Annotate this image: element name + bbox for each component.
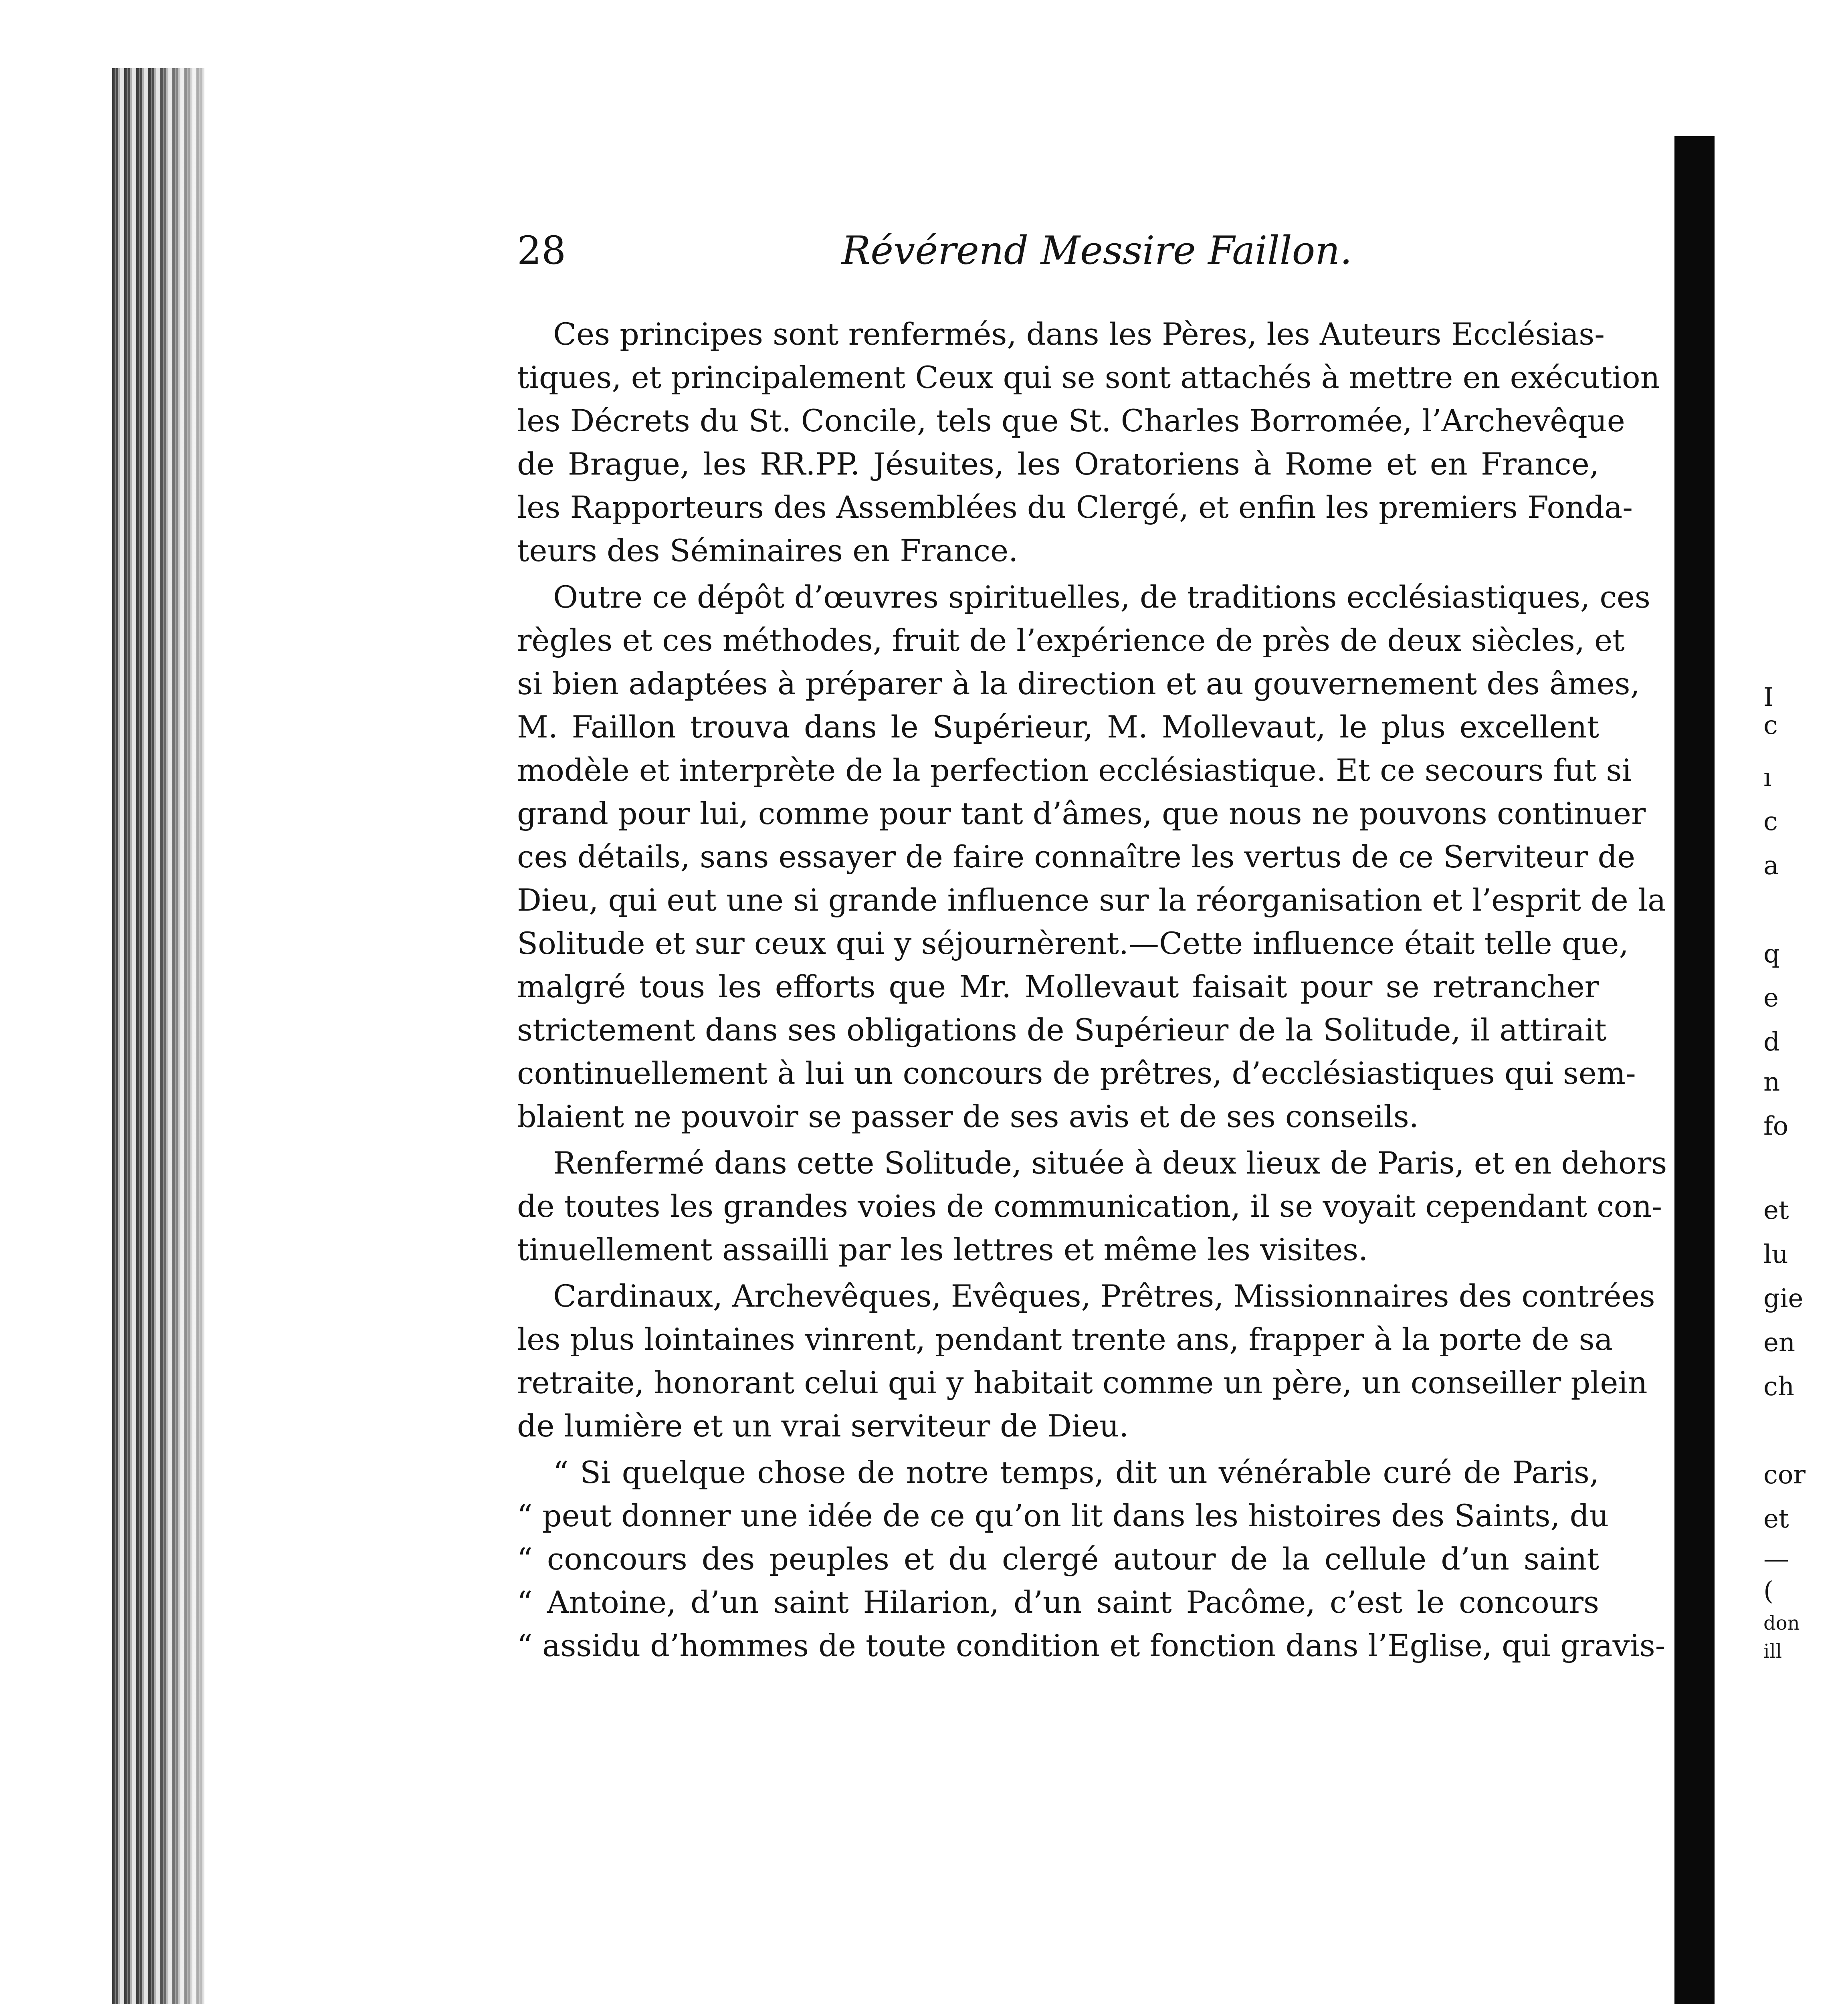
facing-fragment: I	[1763, 683, 1774, 712]
paragraph	[517, 313, 1660, 572]
text-line: Renfermé dans cette Solitude, située à deux lieux de Paris, et en dehors	[553, 1145, 1667, 1181]
facing-fragment: c	[1763, 807, 1778, 836]
body-text	[517, 313, 1667, 1671]
facing-fragment: —	[1763, 1544, 1789, 1574]
text-line: continuellement à lui un concours de prêtres, d’ecclésiastiques qui sem-	[517, 1055, 1636, 1091]
paragraph	[517, 1275, 1655, 1448]
text-line: Ces principes sont renfermés, dans les Pères, les Auteurs Ecclésias-	[553, 316, 1605, 352]
text-line: les plus lointaines vinrent, pendant trente ans, frapper à la porte de sa	[517, 1321, 1613, 1357]
facing-fragment: lu	[1763, 1240, 1788, 1269]
text-line: tinuellement assailli par les lettres et même les visites.	[517, 1232, 1368, 1267]
facing-fragment: fo	[1763, 1111, 1789, 1141]
text-line: “ Si quelque chose de notre temps, dit un vénérable curé de Paris,	[553, 1455, 1599, 1490]
text-line: “ peut donner une idée de ce qu’on lit dans les histoires des Saints, du	[517, 1498, 1609, 1533]
facing-fragment: et	[1763, 1196, 1789, 1225]
text-line: si bien adaptées à préparer à la direction et au gouvernement des âmes,	[517, 666, 1640, 701]
facing-fragment: gie	[1763, 1284, 1804, 1313]
paragraph	[517, 1451, 1666, 1667]
page-header	[517, 224, 1599, 277]
text-line: malgré tous les efforts que Mr. Mollevaut faisait pour se retrancher	[517, 969, 1599, 1004]
text-line: de toutes les grandes voies de communication, il se voyait cependant con-	[517, 1188, 1662, 1224]
text-line: grand pour lui, comme pour tant d’âmes, que nous ne pouvons continuer	[517, 796, 1646, 831]
page-number: 28	[517, 228, 566, 273]
scan-binding-bar	[1674, 136, 1715, 2004]
text-line: Outre ce dépôt d’œuvres spirituelles, de traditions ecclésiastiques, ces	[553, 579, 1650, 615]
facing-fragment: (	[1763, 1576, 1773, 1606]
text-line: retraite, honorant celui qui y habitait comme un père, un conseiller plein	[517, 1365, 1648, 1400]
text-line: “ Antoine, d’un saint Hilarion, d’un saint Pacôme, c’est le concours	[517, 1584, 1599, 1620]
scan-gutter-fade	[152, 68, 232, 2004]
text-line: ces détails, sans essayer de faire connaître les vertus de ce Serviteur de	[517, 839, 1636, 875]
text-line: modèle et interprète de la perfection ecclésiastique. Et ce secours fut si	[517, 752, 1632, 788]
facing-fragment: a	[1763, 851, 1779, 881]
facing-fragment: ch	[1763, 1372, 1795, 1402]
text-line: les Décrets du St. Concile, tels que St. Charles Borromée, l’Archevêque	[517, 403, 1625, 438]
facing-fragment: q	[1763, 939, 1780, 969]
text-line: Cardinaux, Archevêques, Evêques, Prêtres, Missionnaires des contrées	[553, 1278, 1655, 1314]
facing-fragment: c	[1763, 711, 1778, 740]
facing-fragment: n	[1763, 1067, 1780, 1097]
facing-fragment: cor	[1763, 1460, 1806, 1490]
facing-fragment: et	[1763, 1504, 1789, 1534]
text-line: M. Faillon trouva dans le Supérieur, M. Mollevaut, le plus excellent	[517, 709, 1599, 745]
facing-fragment: ill	[1763, 1640, 1782, 1663]
text-line: règles et ces méthodes, fruit de l’expérience de près de deux siècles, et	[517, 622, 1625, 658]
paragraph	[517, 1141, 1667, 1271]
text-line: de Brague, les RR.PP. Jésuites, les Oratoriens à Rome et en France,	[517, 446, 1599, 482]
text-line: de lumière et un vrai serviteur de Dieu.	[517, 1408, 1129, 1444]
facing-fragment: en	[1763, 1328, 1795, 1358]
paragraph	[517, 576, 1666, 1138]
text-line: les Rapporteurs des Assemblées du Clergé, et enfin les premiers Fonda-	[517, 489, 1633, 525]
facing-fragment: ı	[1763, 763, 1772, 792]
text-line: Dieu, qui eut une si grande influence sur la réorganisation et l’esprit de la	[517, 882, 1666, 918]
facing-fragment: d	[1763, 1027, 1780, 1057]
facing-fragment: e	[1763, 983, 1779, 1013]
running-title: Révérend Messire Faillon.	[842, 228, 1352, 273]
text-line: strictement dans ses obligations de Supérieur de la Solitude, il attirait	[517, 1012, 1607, 1048]
text-line: Solitude et sur ceux qui y séjournèrent.—Cette influence était telle que,	[517, 925, 1629, 961]
text-line: “ assidu d’hommes de toute condition et fonction dans l’Eglise, qui gravis-	[517, 1628, 1666, 1663]
text-line: tiques, et principalement Ceux qui se sont attachés à mettre en exécution	[517, 360, 1660, 395]
text-line: teurs des Séminaires en France.	[517, 533, 1018, 568]
text-line: blaient ne pouvoir se passer de ses avis et de ses conseils.	[517, 1099, 1419, 1134]
text-line: “ concours des peuples et du clergé autour de la cellule d’un saint	[517, 1541, 1599, 1577]
facing-fragment: don	[1763, 1612, 1800, 1634]
